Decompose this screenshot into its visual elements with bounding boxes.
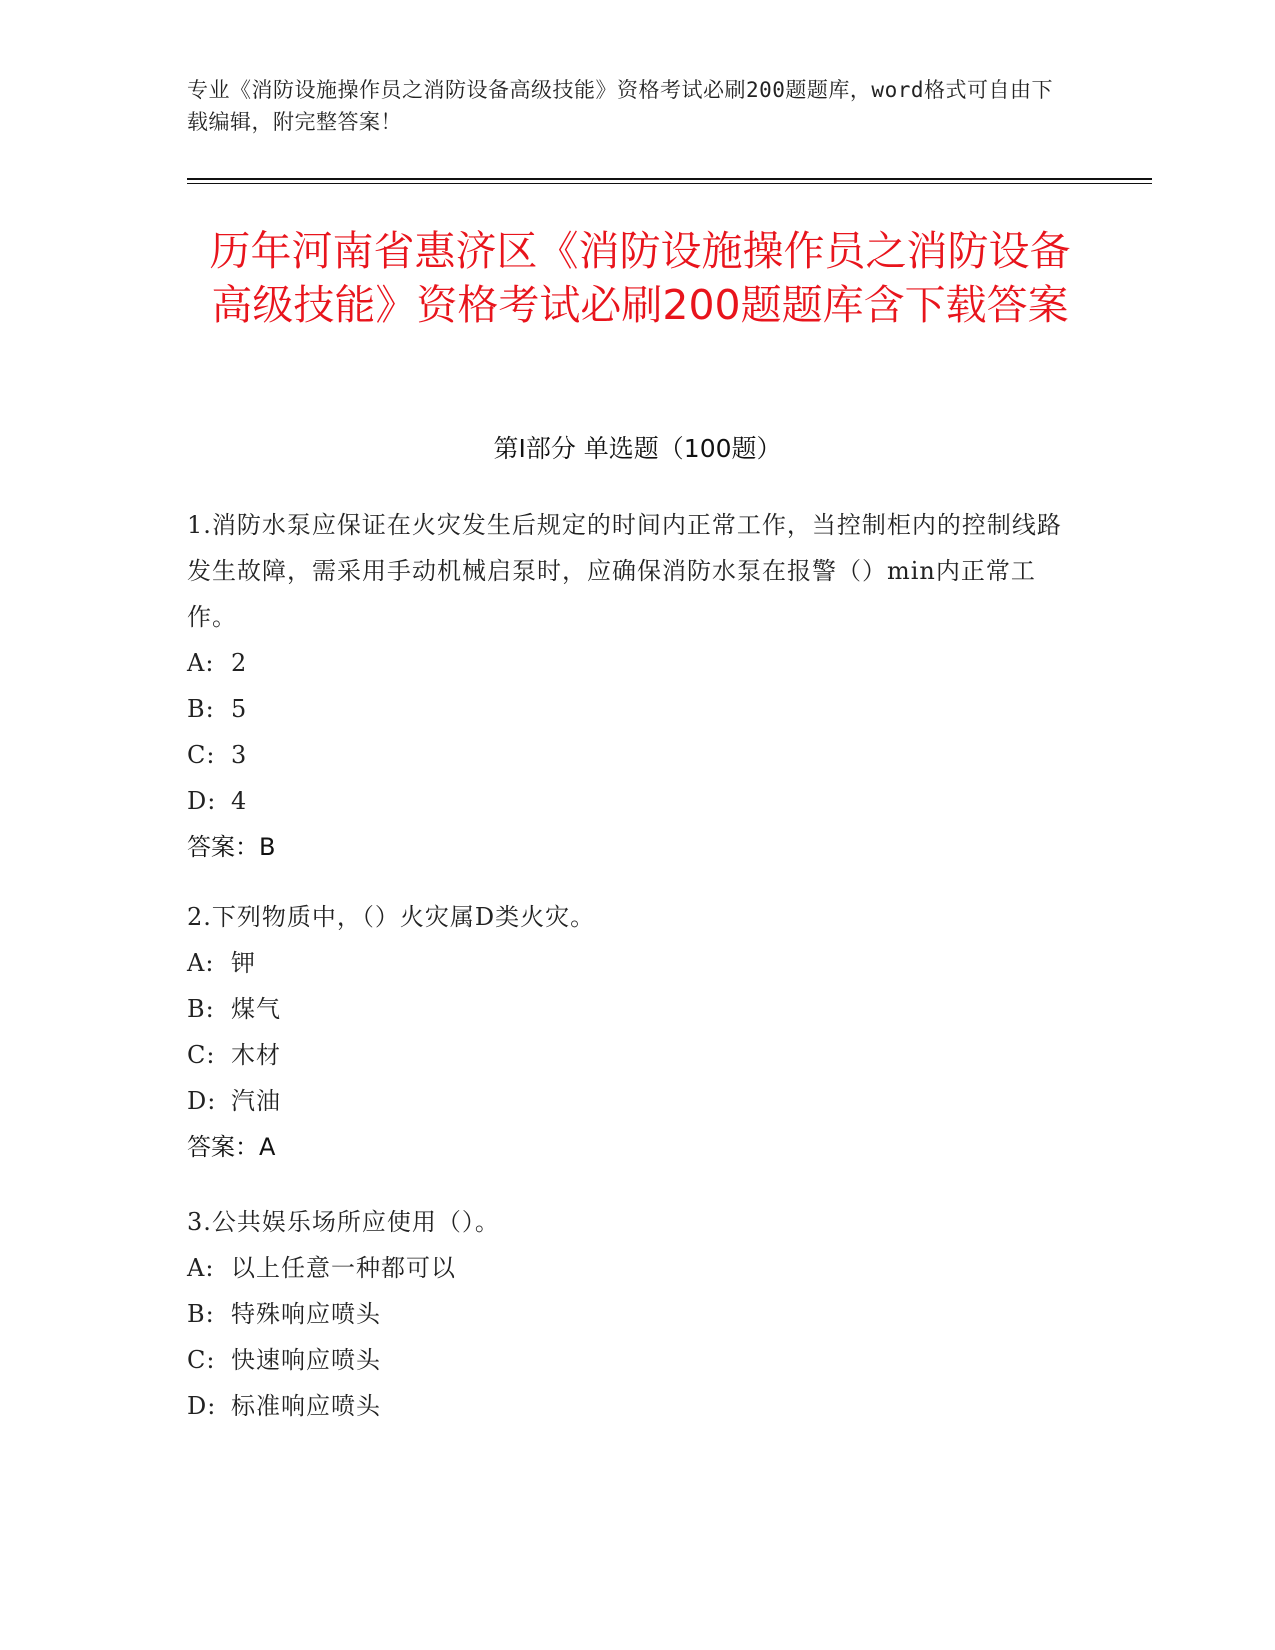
option-text: 钾 <box>231 949 256 977</box>
option-letter: A: <box>187 949 215 977</box>
option-letter: D: <box>187 1087 217 1115</box>
option-text: 3 <box>231 741 248 769</box>
question-1 <box>187 502 1067 870</box>
option-b <box>187 986 1067 1032</box>
option-letter: C: <box>187 1041 216 1069</box>
option-c <box>187 1337 1067 1383</box>
option-text: 以上任意一种都可以 <box>231 1254 456 1282</box>
option-d <box>187 1078 1067 1124</box>
option-text: 煤气 <box>231 995 281 1023</box>
option-letter: C: <box>187 1346 216 1374</box>
header-note: 专业《消防设施操作员之消防设备高级技能》资格考试必刷200题题库，word格式可自由下载编辑，附完整答案！ <box>187 78 1053 134</box>
option-letter: B: <box>187 695 215 723</box>
question-2 <box>187 894 1067 1170</box>
option-letter: C: <box>187 741 216 769</box>
option-text: 2 <box>231 649 248 677</box>
section-title: 第I部分 单选题（100题） <box>493 434 782 463</box>
option-text: 木材 <box>231 1041 281 1069</box>
option-text: 5 <box>231 695 248 723</box>
answer-line: 答案：B <box>187 833 276 861</box>
option-b <box>187 1291 1067 1337</box>
option-letter: A: <box>187 649 215 677</box>
option-letter: D: <box>187 787 217 815</box>
option-letter: B: <box>187 1300 215 1328</box>
option-text: 特殊响应喷头 <box>231 1300 381 1328</box>
option-d <box>187 1383 1067 1429</box>
option-text: 汽油 <box>231 1087 281 1115</box>
question-stem: 3.公共娱乐场所应使用（）。 <box>187 1208 500 1236</box>
option-b <box>187 686 1067 732</box>
question-stem: 2.下列物质中，（）火灾属D类火灾。 <box>187 903 596 931</box>
question-3 <box>187 1199 1067 1429</box>
answer-line: 答案：A <box>187 1133 276 1161</box>
option-letter: A: <box>187 1254 215 1282</box>
header-divider-thick <box>187 178 1152 180</box>
option-text: 快速响应喷头 <box>231 1346 381 1374</box>
option-c <box>187 1032 1067 1078</box>
header-divider-thin <box>187 183 1152 184</box>
option-c <box>187 732 1067 778</box>
option-text: 标准响应喷头 <box>231 1392 381 1420</box>
option-d <box>187 778 1067 824</box>
option-a <box>187 1245 1067 1291</box>
option-a <box>187 640 1067 686</box>
option-letter: D: <box>187 1392 217 1420</box>
question-stem: 1.消防水泵应保证在火灾发生后规定的时间内正常工作，当控制柜内的控制线路发生故障，需采用手动机械启泵时，应确保消防水泵在报警（）min内正常工作。 <box>187 511 1062 631</box>
option-letter: B: <box>187 995 215 1023</box>
document-title: 历年河南省惠济区《消防设施操作员之消防设备高级技能》资格考试必刷200题题库含下载答案 <box>209 227 1071 329</box>
option-a <box>187 940 1067 986</box>
option-text: 4 <box>231 787 248 815</box>
